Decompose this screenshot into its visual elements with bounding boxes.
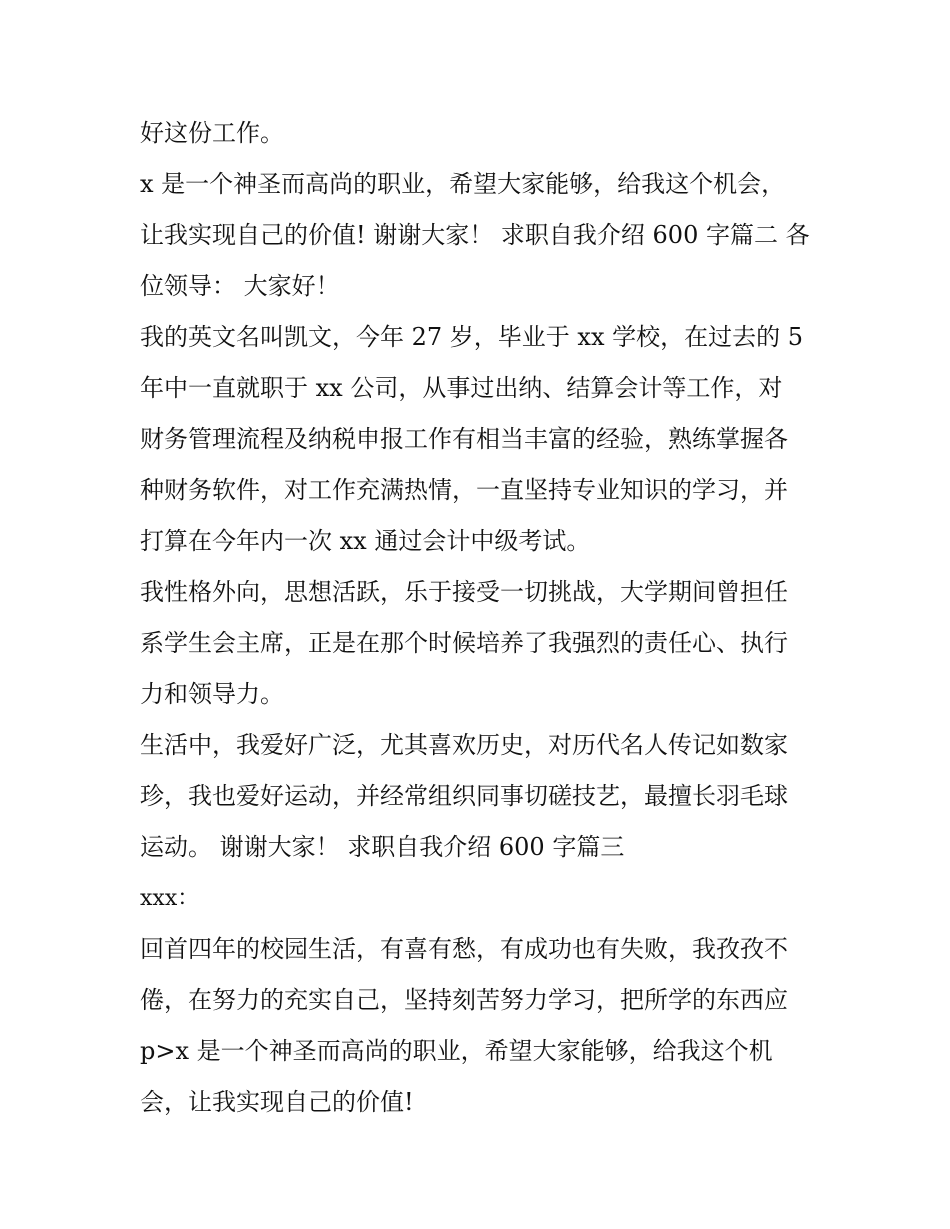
text-line: 力和领导力。 xyxy=(140,680,284,708)
text-line: 系学生会主席，正是在那个时候培养了我强烈的责任心、执行 xyxy=(140,629,788,657)
text-line: 让我实现自己的价值! 谢谢大家！ 求职自我介绍 600 字篇二 各 xyxy=(140,221,810,249)
text-line: 打算在今年内一次 xx 通过会计中级考试。 xyxy=(140,527,591,555)
text-line: 种财务软件，对工作充满热情，一直坚持专业知识的学习，并 xyxy=(140,476,788,504)
text-line: 会，让我实现自己的价值! xyxy=(140,1088,414,1116)
text-line: 我的英文名叫凯文，今年 27 岁，毕业于 xx 学校，在过去的 5 xyxy=(140,323,804,351)
text-line: 珍，我也爱好运动，并经常组织同事切磋技艺，最擅长羽毛球 xyxy=(140,782,788,810)
text-line: 倦，在努力的充实自己，坚持刻苦努力学习，把所学的东西应 xyxy=(140,986,788,1014)
text-line: 好这份工作。 xyxy=(140,119,284,147)
text-line: xxx： xyxy=(140,886,200,911)
text-line: 我性格外向，思想活跃，乐于接受一切挑战，大学期间曾担任 xyxy=(140,578,788,606)
text-line: 年中一直就职于 xx 公司，从事过出纳、结算会计等工作，对 xyxy=(140,374,783,402)
text-line: p>x 是一个神圣而高尚的职业，希望大家能够，给我这个机 xyxy=(140,1037,773,1065)
text-line: 财务管理流程及纳税申报工作有相当丰富的经验，熟练掌握各 xyxy=(140,425,788,453)
text-line: 位领导： 大家好！ xyxy=(140,272,340,300)
text-line: 生活中，我爱好广泛，尤其喜欢历史，对历代名人传记如数家 xyxy=(140,731,788,759)
text-line: 回首四年的校园生活，有喜有愁，有成功也有失败，我孜孜不 xyxy=(140,935,788,963)
text-line: x 是一个神圣而高尚的职业，希望大家能够，给我这个机会， xyxy=(140,170,786,198)
text-line: 运动。 谢谢大家！ 求职自我介绍 600 字篇三 xyxy=(140,833,625,861)
